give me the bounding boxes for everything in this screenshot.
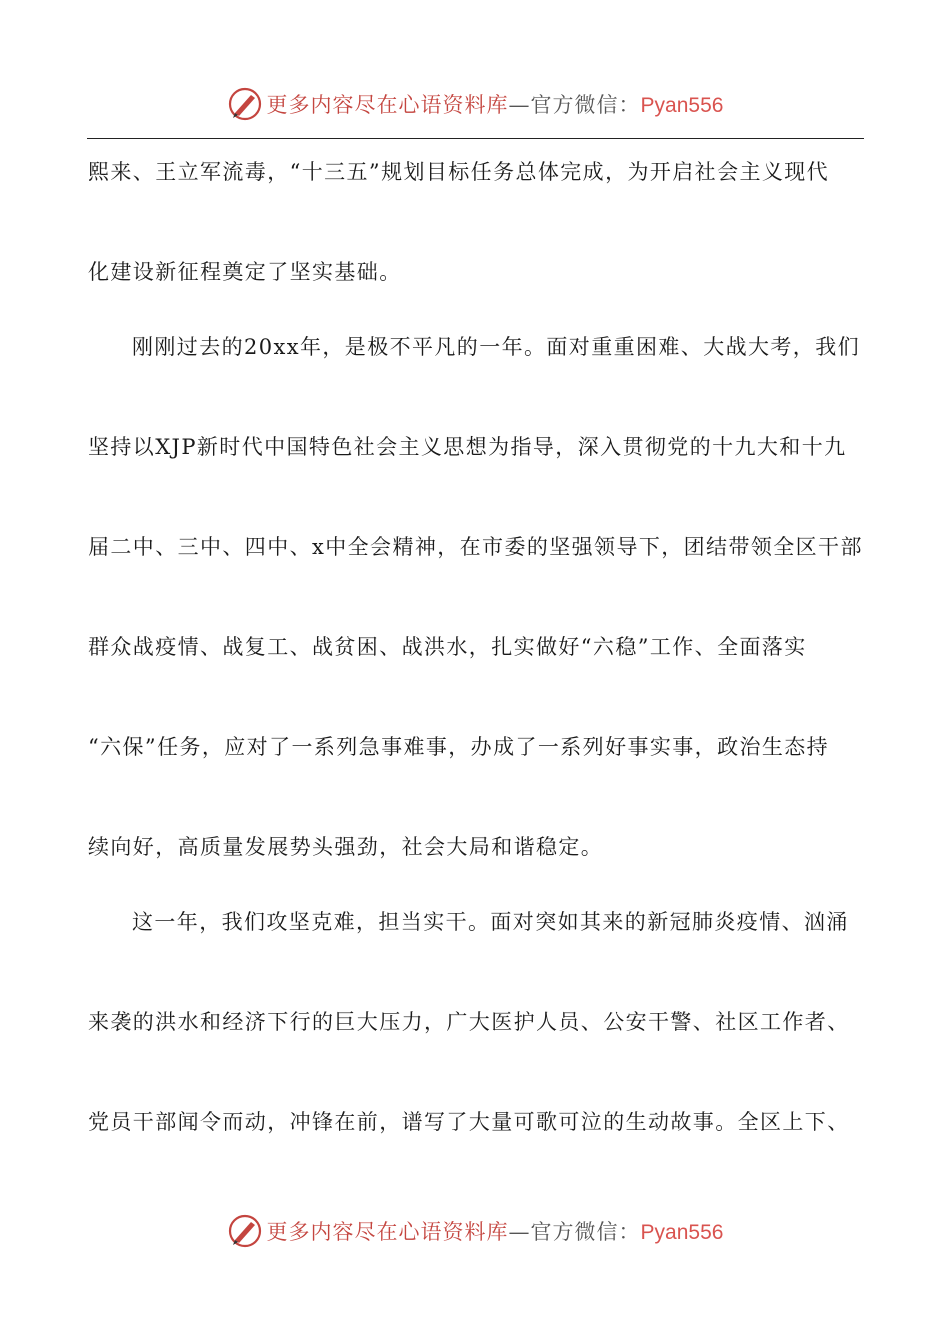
text-line: 坚持以XJP新时代中国特色社会主义思想为指导，深入贯彻党的十九大和十九 (88, 435, 847, 459)
header-banner (0, 82, 950, 126)
header-divider (87, 138, 864, 139)
text-line: 党员干部闻令而动，冲锋在前，谱写了大量可歌可泣的生动故事。全区上下、 (88, 1110, 850, 1134)
footer-wechat-id: Pyan556 (640, 1221, 724, 1244)
document-body (88, 150, 864, 1200)
text-line: 续向好，高质量发展势头强劲，社会大局和谐稳定。 (88, 835, 604, 859)
header-separator: — (508, 93, 531, 117)
text-line: 群众战疫情、战复工、战贫困、战洪水，扎实做好“六稳”工作、全面落实 (88, 635, 807, 659)
text-line: “六保”任务，应对了一系列急事难事，办成了一系列好事实事，政治生态持 (88, 735, 830, 759)
paragraph-start-line: 刚刚过去的20xx年，是极不平凡的一年。面对重重困难、大战大考，我们 (132, 335, 861, 359)
text-line: 化建设新征程奠定了坚实基础。 (88, 260, 402, 284)
footer-separator: — (508, 1220, 531, 1244)
header-brand-text: 更多内容尽在心语资料库 (266, 93, 509, 117)
header-wechat-label: 官方微信： (530, 93, 641, 117)
footer-banner (0, 1209, 950, 1253)
footer-brand-text: 更多内容尽在心语资料库 (266, 1220, 509, 1244)
header-wechat-id: Pyan556 (640, 94, 724, 117)
pen-logo-icon (227, 1213, 263, 1249)
text-line: 熙来、王立军流毒，“十三五”规划目标任务总体完成，为开启社会主义现代 (88, 160, 830, 184)
text-line: 届二中、三中、四中、x中全会精神，在市委的坚强领导下，团结带领全区干部 (88, 535, 863, 559)
text-line: 来袭的洪水和经济下行的巨大压力，广大医护人员、公安干警、社区工作者、 (88, 1010, 850, 1034)
pen-logo-icon (227, 86, 263, 122)
footer-wechat-label: 官方微信： (530, 1220, 641, 1244)
paragraph-start-line: 这一年，我们攻坚克难，担当实干。面对突如其来的新冠肺炎疫情、汹涌 (132, 910, 849, 934)
